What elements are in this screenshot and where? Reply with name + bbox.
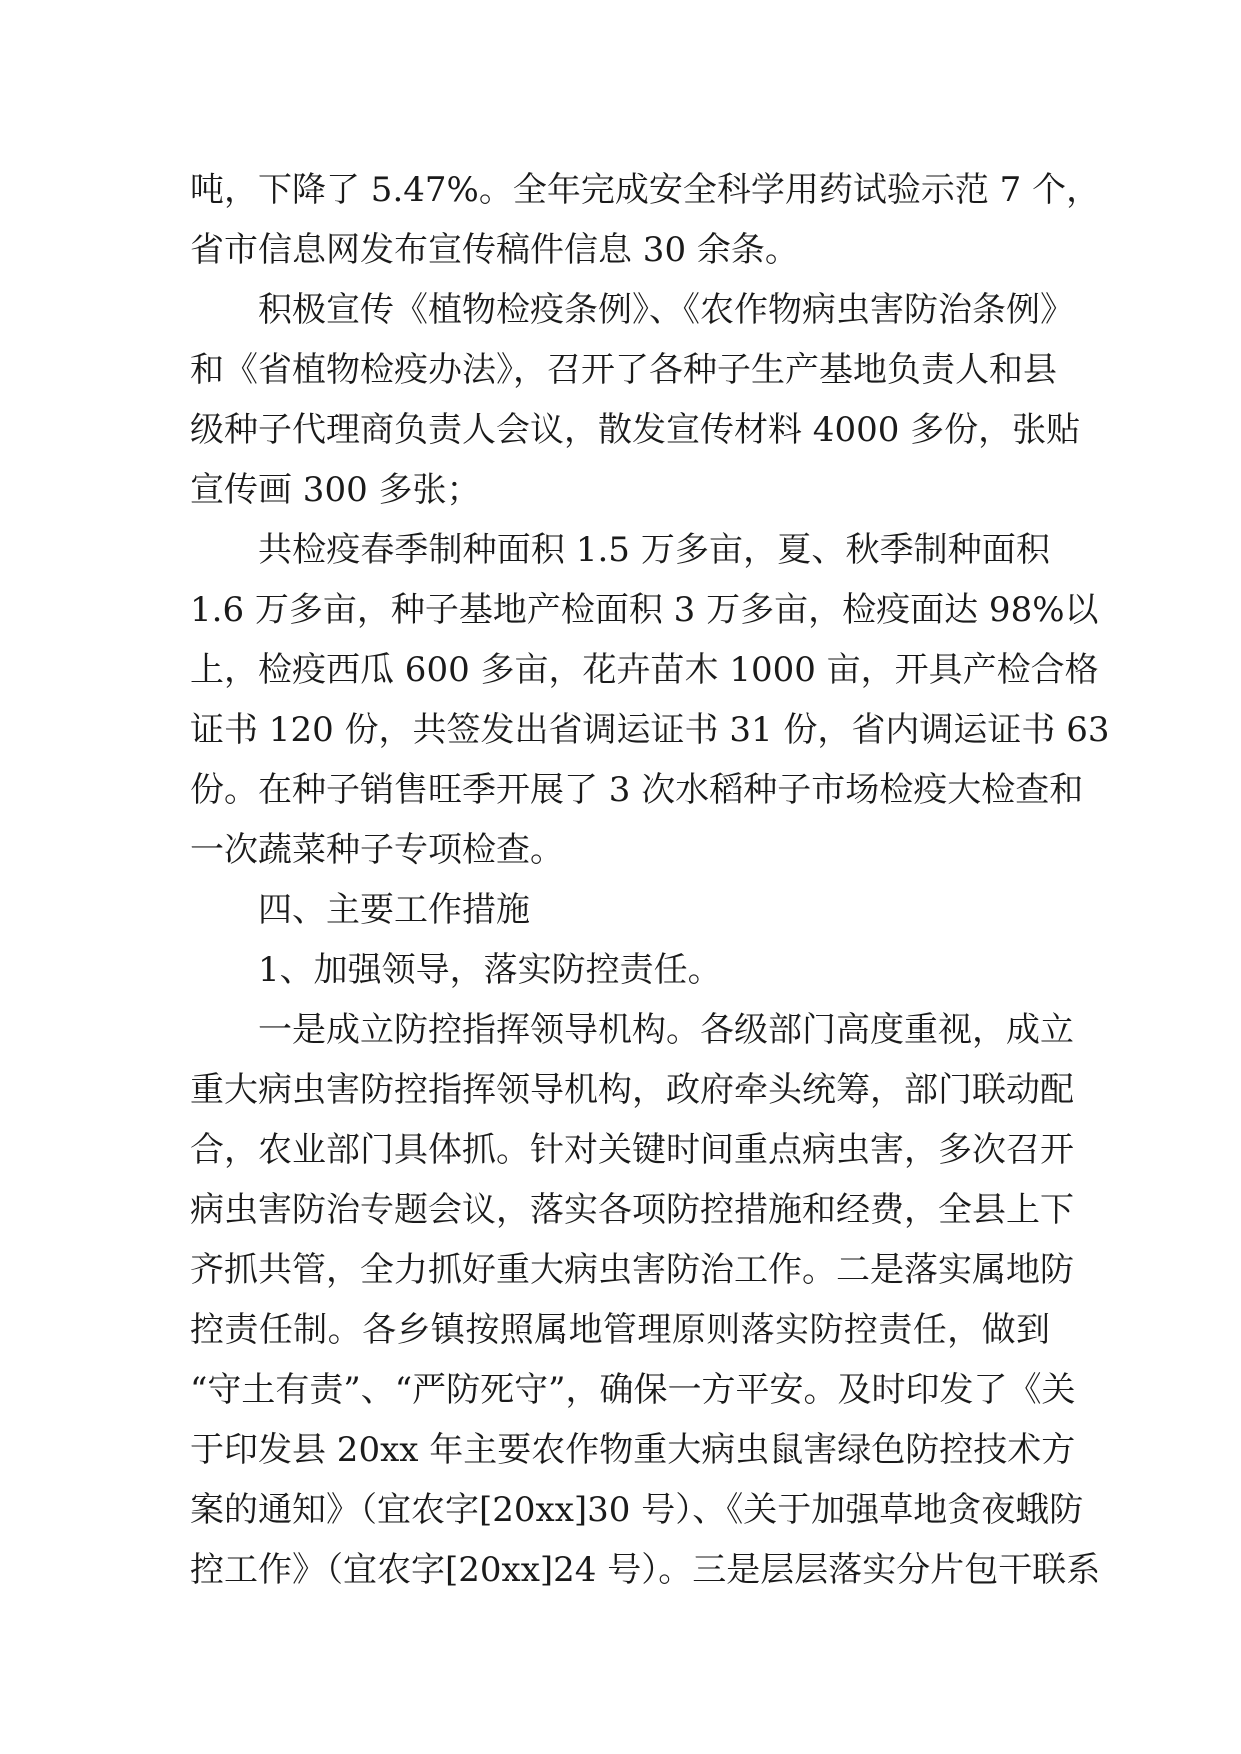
- text-line: 齐抓共管，全力抓好重大病虫害防治工作。二是落实属地防: [190, 1250, 1074, 1290]
- subsection-heading: 1、加强领导，落实防控责任。: [258, 950, 722, 990]
- text-line: 份。在种子销售旺季开展了 3 次水稻种子市场检疫大检查和: [190, 770, 1084, 810]
- text-line: 于印发县 20xx 年主要农作物重大病虫鼠害绿色防控技术方: [190, 1430, 1076, 1470]
- text-line: 级种子代理商负责人会议，散发宣传材料 4000 多份，张贴: [190, 410, 1081, 450]
- document-body: [190, 160, 1110, 1600]
- text-line: 1.6 万多亩，种子基地产检面积 3 万多亩，检疫面达 98%以: [190, 590, 1099, 630]
- text-line: 证书 120 份，共签发出省调运证书 31 份，省内调运证书 63: [190, 710, 1110, 750]
- text-line: 吨，下降了 5.47%。全年完成安全科学用药试验示范 7 个，: [190, 170, 1101, 210]
- section-heading: 四、主要工作措施: [258, 890, 530, 930]
- text-line: 上，检疫西瓜 600 多亩，花卉苗木 1000 亩，开具产检合格: [190, 650, 1099, 690]
- text-line: 案的通知》（宜农字[20xx]30 号）、《关于加强草地贪夜蛾防: [190, 1490, 1084, 1530]
- paragraph-first-line: 一是成立防控指挥领导机构。各级部门高度重视，成立: [258, 1010, 1074, 1050]
- text-line: “守土有责”、“严防死守”，确保一方平安。及时印发了《关: [190, 1370, 1076, 1410]
- text-line: 和《省植物检疫办法》，召开了各种子生产基地负责人和县: [190, 350, 1057, 390]
- paragraph-first-line: 积极宣传《植物检疫条例》、《农作物病虫害防治条例》: [258, 290, 1074, 330]
- text-line: 重大病虫害防控指挥领导机构，政府牵头统筹，部门联动配: [190, 1070, 1074, 1110]
- text-line: 控工作》（宜农字[20xx]24 号）。三是层层落实分片包干联系: [190, 1550, 1101, 1590]
- text-line: 病虫害防治专题会议，落实各项防控措施和经费，全县上下: [190, 1190, 1074, 1230]
- text-line: 合，农业部门具体抓。针对关键时间重点病虫害，多次召开: [190, 1130, 1074, 1170]
- text-line: 控责任制。各乡镇按照属地管理原则落实防控责任，做到: [190, 1310, 1050, 1350]
- text-line: 一次蔬菜种子专项检查。: [190, 830, 564, 870]
- paragraph-first-line: 共检疫春季制种面积 1.5 万多亩，夏、秋季制种面积: [258, 530, 1050, 570]
- text-line: 省市信息网发布宣传稿件信息 30 余条。: [190, 230, 799, 270]
- text-line: 宣传画 300 多张；: [190, 470, 481, 510]
